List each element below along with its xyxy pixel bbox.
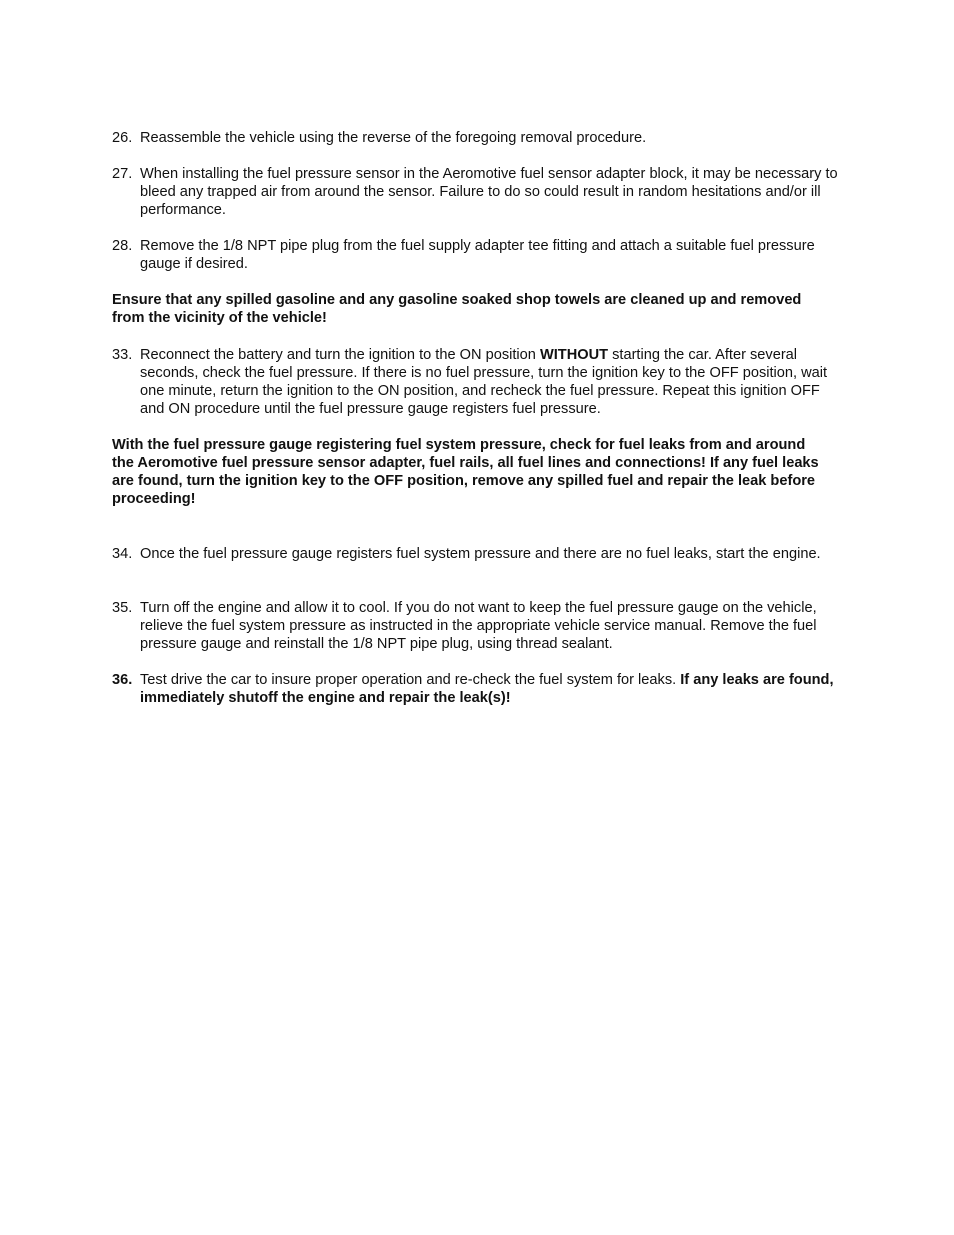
step-text: Turn off the engine and allow it to cool. If you do not want to keep the fuel pressure gauge on the vehicle, relieve the fuel system pressure as instructed in the appropriate vehicle service manual. Remove the fuel pressure gauge and reinstall the 1/8 NPT pipe plug, using thread sealant.: [140, 600, 817, 652]
step-number: 28.: [112, 238, 133, 254]
step-number: 33.: [112, 347, 133, 363]
step-text: Once the fuel pressure gauge registers fuel system pressure and there are no fuel leaks, start the engine.: [140, 546, 821, 562]
step-text: When installing the fuel pressure sensor in the Aeromotive fuel sensor adapter block, it may be necessary to bleed any trapped air from around the sensor. Failure to do so could result in random hesitations and/or ill performance.: [140, 166, 838, 218]
step-number: 35.: [112, 600, 133, 616]
step-number: 34.: [112, 546, 133, 562]
step-text-before: Reconnect the battery and turn the ignition to the ON position: [140, 347, 540, 363]
leak-check-warning: With the fuel pressure gauge registering fuel system pressure, check for fuel leaks from and around the Aeromotive fuel pressure sensor adapter, fuel rails, all fuel lines and connections! If any fuel leaks are found, turn the ignition key to the OFF position, remove any spilled fuel and repair the leak before proceeding!: [112, 437, 819, 507]
step-text: Reassemble the vehicle using the reverse of the foregoing removal procedure.: [140, 130, 647, 146]
step-text: Remove the 1/8 NPT pipe plug from the fuel supply adapter tee fitting and attach a suitable fuel pressure gauge if desired.: [140, 238, 815, 272]
step-text: [140, 671, 840, 707]
step-emphasis: WITHOUT: [539, 347, 609, 363]
spill-warning: Ensure that any spilled gasoline and any gasoline soaked shop towels are cleaned up and removed from the vicinity of the vehicle!: [112, 292, 802, 326]
step-text-before: Test drive the car to insure proper operation and re-check the fuel system for leaks.: [140, 672, 681, 688]
step-36: [112, 671, 840, 707]
step-text-after: starting the car. After several seconds, check the fuel pressure. If there is no fuel pressure, turn the ignition key to the OFF position, wait one minute, return the ignition to the ON position, and recheck the fuel pressure. Repeat this ignition OFF and ON procedure until the fuel pressure gauge registers fuel pressure.: [140, 347, 828, 417]
step-27: [112, 165, 840, 219]
step-33: [112, 346, 840, 418]
step-35: [112, 599, 840, 653]
step-34: [112, 545, 840, 563]
step-26: [112, 129, 840, 147]
step-number: 26.: [112, 130, 133, 146]
step-emphasis: If any leaks are found, immediately shutoff the engine and repair the leak(s)!: [140, 672, 834, 706]
step-number: 27.: [112, 166, 133, 182]
step-number: 36.: [112, 672, 133, 688]
step-28: [112, 237, 840, 273]
step-text: [140, 346, 840, 418]
